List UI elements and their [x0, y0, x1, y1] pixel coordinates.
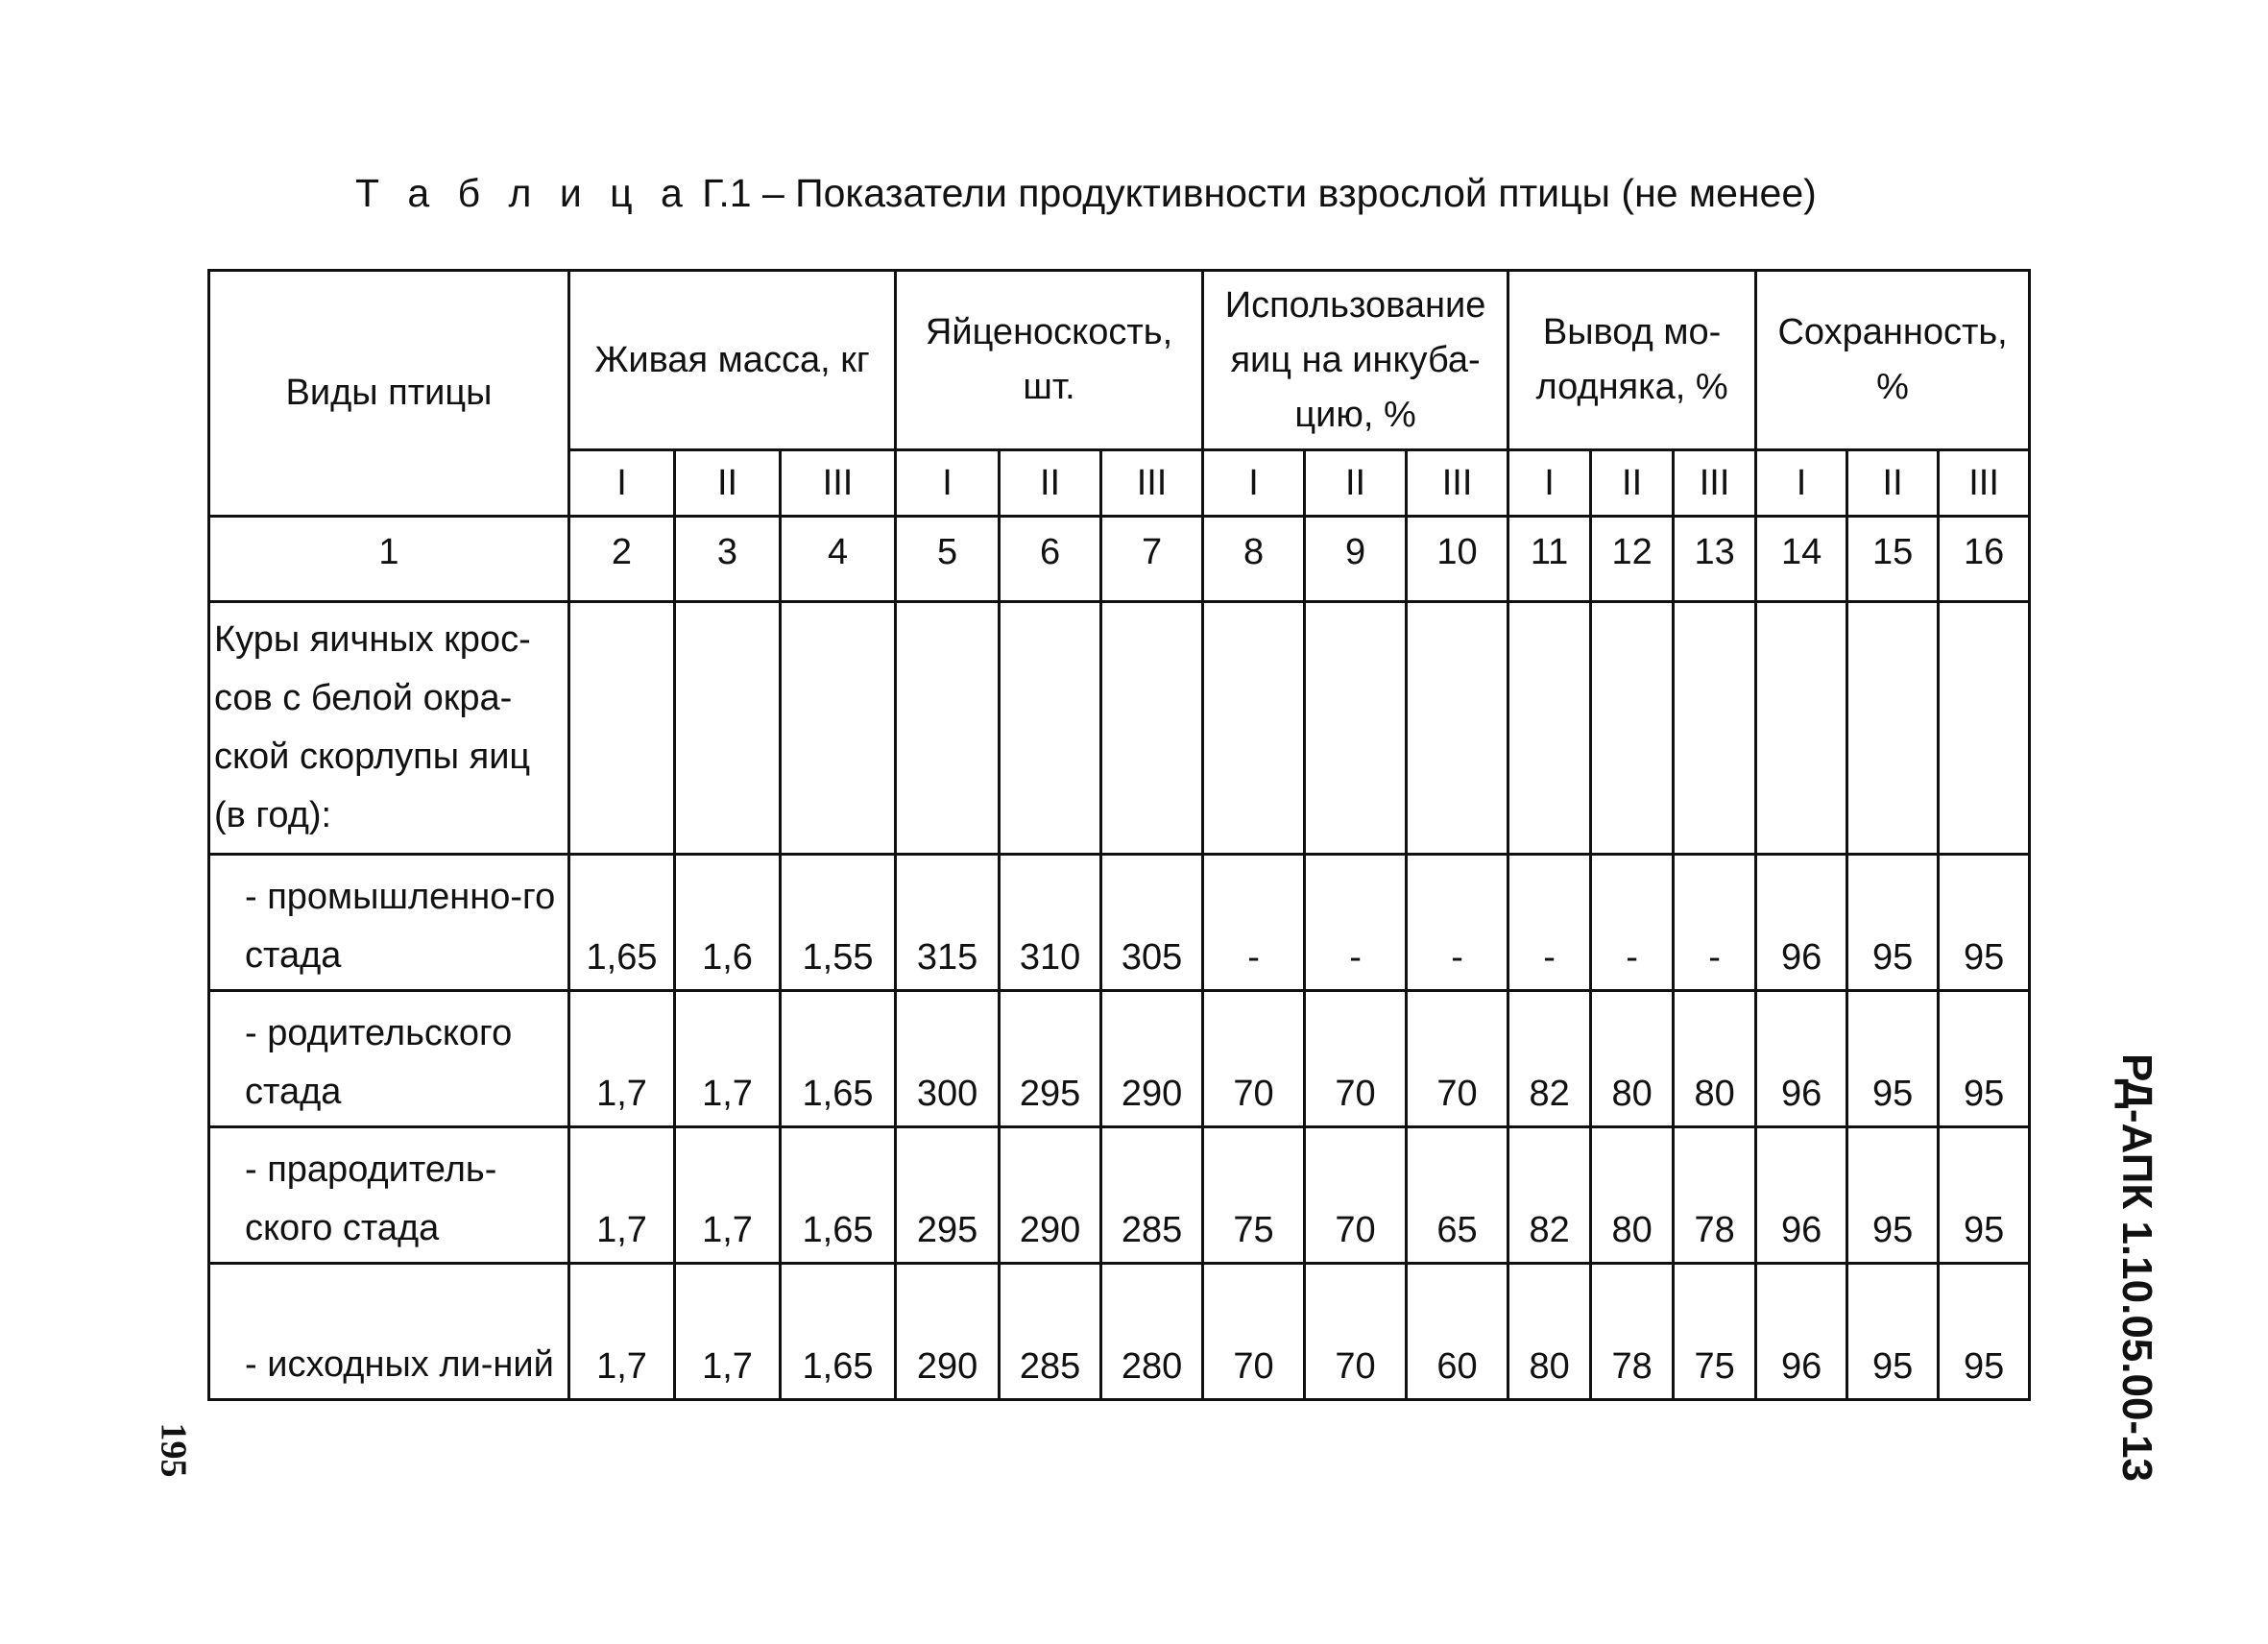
table-caption — [355, 171, 1817, 216]
header-survival: Сохранность, % — [1756, 271, 2030, 450]
table-cell: 80 — [1674, 991, 1756, 1127]
table-caption-text: Г.1 – Показатели продуктивности взрослой птицы (не менее) — [690, 171, 1817, 215]
empty-cell — [896, 602, 1000, 855]
table-cell: 95 — [1939, 855, 2030, 991]
empty-cell — [1756, 602, 1847, 855]
table-cell: 95 — [1939, 1264, 2030, 1400]
header-live-weight: Живая масса, кг — [569, 271, 896, 450]
table-cell: - — [1203, 855, 1305, 991]
table-cell: 70 — [1305, 1264, 1407, 1400]
table-cell: 295 — [1000, 991, 1101, 1127]
table-cell: 95 — [1939, 991, 2030, 1127]
empty-cell — [1591, 602, 1674, 855]
table-cell: 75 — [1203, 1127, 1305, 1264]
empty-cell — [1407, 602, 1508, 855]
table-cell: 78 — [1674, 1127, 1756, 1264]
table-cell: 95 — [1847, 991, 1939, 1127]
column-number: 16 — [1939, 517, 2030, 602]
table-cell: 80 — [1508, 1264, 1591, 1400]
table-cell: 1,65 — [781, 1264, 896, 1400]
column-number: 10 — [1407, 517, 1508, 602]
header-row — [209, 271, 2030, 450]
table-cell: 305 — [1101, 855, 1203, 991]
empty-cell — [1674, 602, 1756, 855]
table-cell: 75 — [1674, 1264, 1756, 1400]
table-cell: 1,7 — [569, 1264, 675, 1400]
document-code — [2098, 1052, 2175, 1483]
empty-cell — [675, 602, 781, 855]
table-cell: 1,65 — [569, 855, 675, 991]
table-cell: 1,65 — [781, 991, 896, 1127]
table-cell: 95 — [1847, 1127, 1939, 1264]
table-cell: - — [1674, 855, 1756, 991]
table-cell: 280 — [1101, 1264, 1203, 1400]
table-cell: 1,6 — [675, 855, 781, 991]
table-cell: 1,65 — [781, 1127, 896, 1264]
table-cell: 95 — [1939, 1127, 2030, 1264]
empty-cell — [1000, 602, 1101, 855]
empty-cell — [1847, 602, 1939, 855]
table-row — [209, 855, 2030, 991]
row-label: - родительского стада — [209, 991, 569, 1127]
document-code-text: РД-АПК 1.10.05.00-13 — [2113, 1052, 2161, 1483]
column-number: 15 — [1847, 517, 1939, 602]
empty-cell — [1203, 602, 1305, 855]
empty-cell — [1939, 602, 2030, 855]
page-number — [144, 1397, 202, 1503]
table-cell: 1,7 — [675, 991, 781, 1127]
table-cell: 295 — [896, 1127, 1000, 1264]
column-number: 13 — [1674, 517, 1756, 602]
table-cell: 70 — [1407, 991, 1508, 1127]
column-number: 9 — [1305, 517, 1407, 602]
header-species: Виды птицы — [209, 271, 569, 517]
table-cell: 285 — [1000, 1264, 1101, 1400]
table-cell: 310 — [1000, 855, 1101, 991]
table-cell: 78 — [1591, 1264, 1674, 1400]
empty-cell — [1508, 602, 1591, 855]
empty-cell — [569, 602, 675, 855]
table-cell: 96 — [1756, 855, 1847, 991]
column-number: 3 — [675, 517, 781, 602]
table-cell: 96 — [1756, 1127, 1847, 1264]
table-cell: 95 — [1847, 1264, 1939, 1400]
header-hatchability: Вывод мо-лодняка, % — [1508, 271, 1756, 450]
empty-cell — [1101, 602, 1203, 855]
table-cell: 290 — [1000, 1127, 1101, 1264]
subheader-cell: III — [781, 450, 896, 517]
table-cell: 300 — [896, 991, 1000, 1127]
column-number: 12 — [1591, 517, 1674, 602]
column-number: 8 — [1203, 517, 1305, 602]
group-label: Куры яичных крос-сов с белой окра-ской скорлупы яиц (в год): — [209, 602, 569, 855]
header-egg-production: Яйценоскость, шт. — [896, 271, 1203, 450]
table-cell: 1,7 — [569, 1127, 675, 1264]
subheader-cell: I — [896, 450, 1000, 517]
subheader-cell: I — [569, 450, 675, 517]
column-number: 1 — [209, 517, 569, 602]
table-cell: - — [1508, 855, 1591, 991]
subheader-cell: II — [1000, 450, 1101, 517]
table-cell: 70 — [1305, 1127, 1407, 1264]
table-cell: 290 — [1101, 991, 1203, 1127]
subheader-cell: I — [1756, 450, 1847, 517]
table-cell: 70 — [1203, 991, 1305, 1127]
table-cell: 96 — [1756, 1264, 1847, 1400]
column-number-row — [209, 517, 2030, 602]
table-cell: - — [1591, 855, 1674, 991]
subheader-cell: III — [1674, 450, 1756, 517]
table-cell: 60 — [1407, 1264, 1508, 1400]
subheader-cell: I — [1508, 450, 1591, 517]
column-number: 7 — [1101, 517, 1203, 602]
table-row — [209, 1127, 2030, 1264]
subheader-cell: III — [1101, 450, 1203, 517]
group-row — [209, 602, 2030, 855]
empty-cell — [1305, 602, 1407, 855]
header-incubation-use: Использование яиц на инкуба-цию, % — [1203, 271, 1508, 450]
table-cell: 80 — [1591, 991, 1674, 1127]
row-label: - промышленно-го стада — [209, 855, 569, 991]
column-number: 5 — [896, 517, 1000, 602]
table-caption-prefix: Т а б л и ц а — [355, 171, 691, 215]
table-cell: 1,7 — [675, 1264, 781, 1400]
table-row — [209, 991, 2030, 1127]
table-cell: 290 — [896, 1264, 1000, 1400]
column-number: 11 — [1508, 517, 1591, 602]
productivity-table — [207, 269, 2031, 1401]
subheader-cell: II — [1591, 450, 1674, 517]
column-number: 2 — [569, 517, 675, 602]
row-label: - прародитель-ского стада — [209, 1127, 569, 1264]
table-cell: - — [1407, 855, 1508, 991]
page-number-text: 195 — [153, 1422, 193, 1478]
empty-cell — [781, 602, 896, 855]
table-cell: 70 — [1305, 991, 1407, 1127]
table-cell: 1,55 — [781, 855, 896, 991]
table-cell: - — [1305, 855, 1407, 991]
subheader-cell: I — [1203, 450, 1305, 517]
subheader-cell: II — [1305, 450, 1407, 517]
column-number: 4 — [781, 517, 896, 602]
row-label: - исходных ли-ний — [209, 1264, 569, 1400]
table-cell: 82 — [1508, 1127, 1591, 1264]
table-cell: 96 — [1756, 991, 1847, 1127]
table-cell: 70 — [1203, 1264, 1305, 1400]
table-cell: 1,7 — [569, 991, 675, 1127]
table-row — [209, 1264, 2030, 1400]
table-cell: 80 — [1591, 1127, 1674, 1264]
subheader-cell: II — [1847, 450, 1939, 517]
subheader-cell: II — [675, 450, 781, 517]
table-cell: 82 — [1508, 991, 1591, 1127]
table-cell: 1,7 — [675, 1127, 781, 1264]
column-number: 6 — [1000, 517, 1101, 602]
table-cell: 65 — [1407, 1127, 1508, 1264]
table-cell: 315 — [896, 855, 1000, 991]
subheader-cell: III — [1939, 450, 2030, 517]
column-number: 14 — [1756, 517, 1847, 602]
table-cell: 95 — [1847, 855, 1939, 991]
subheader-cell: III — [1407, 450, 1508, 517]
table-cell: 285 — [1101, 1127, 1203, 1264]
